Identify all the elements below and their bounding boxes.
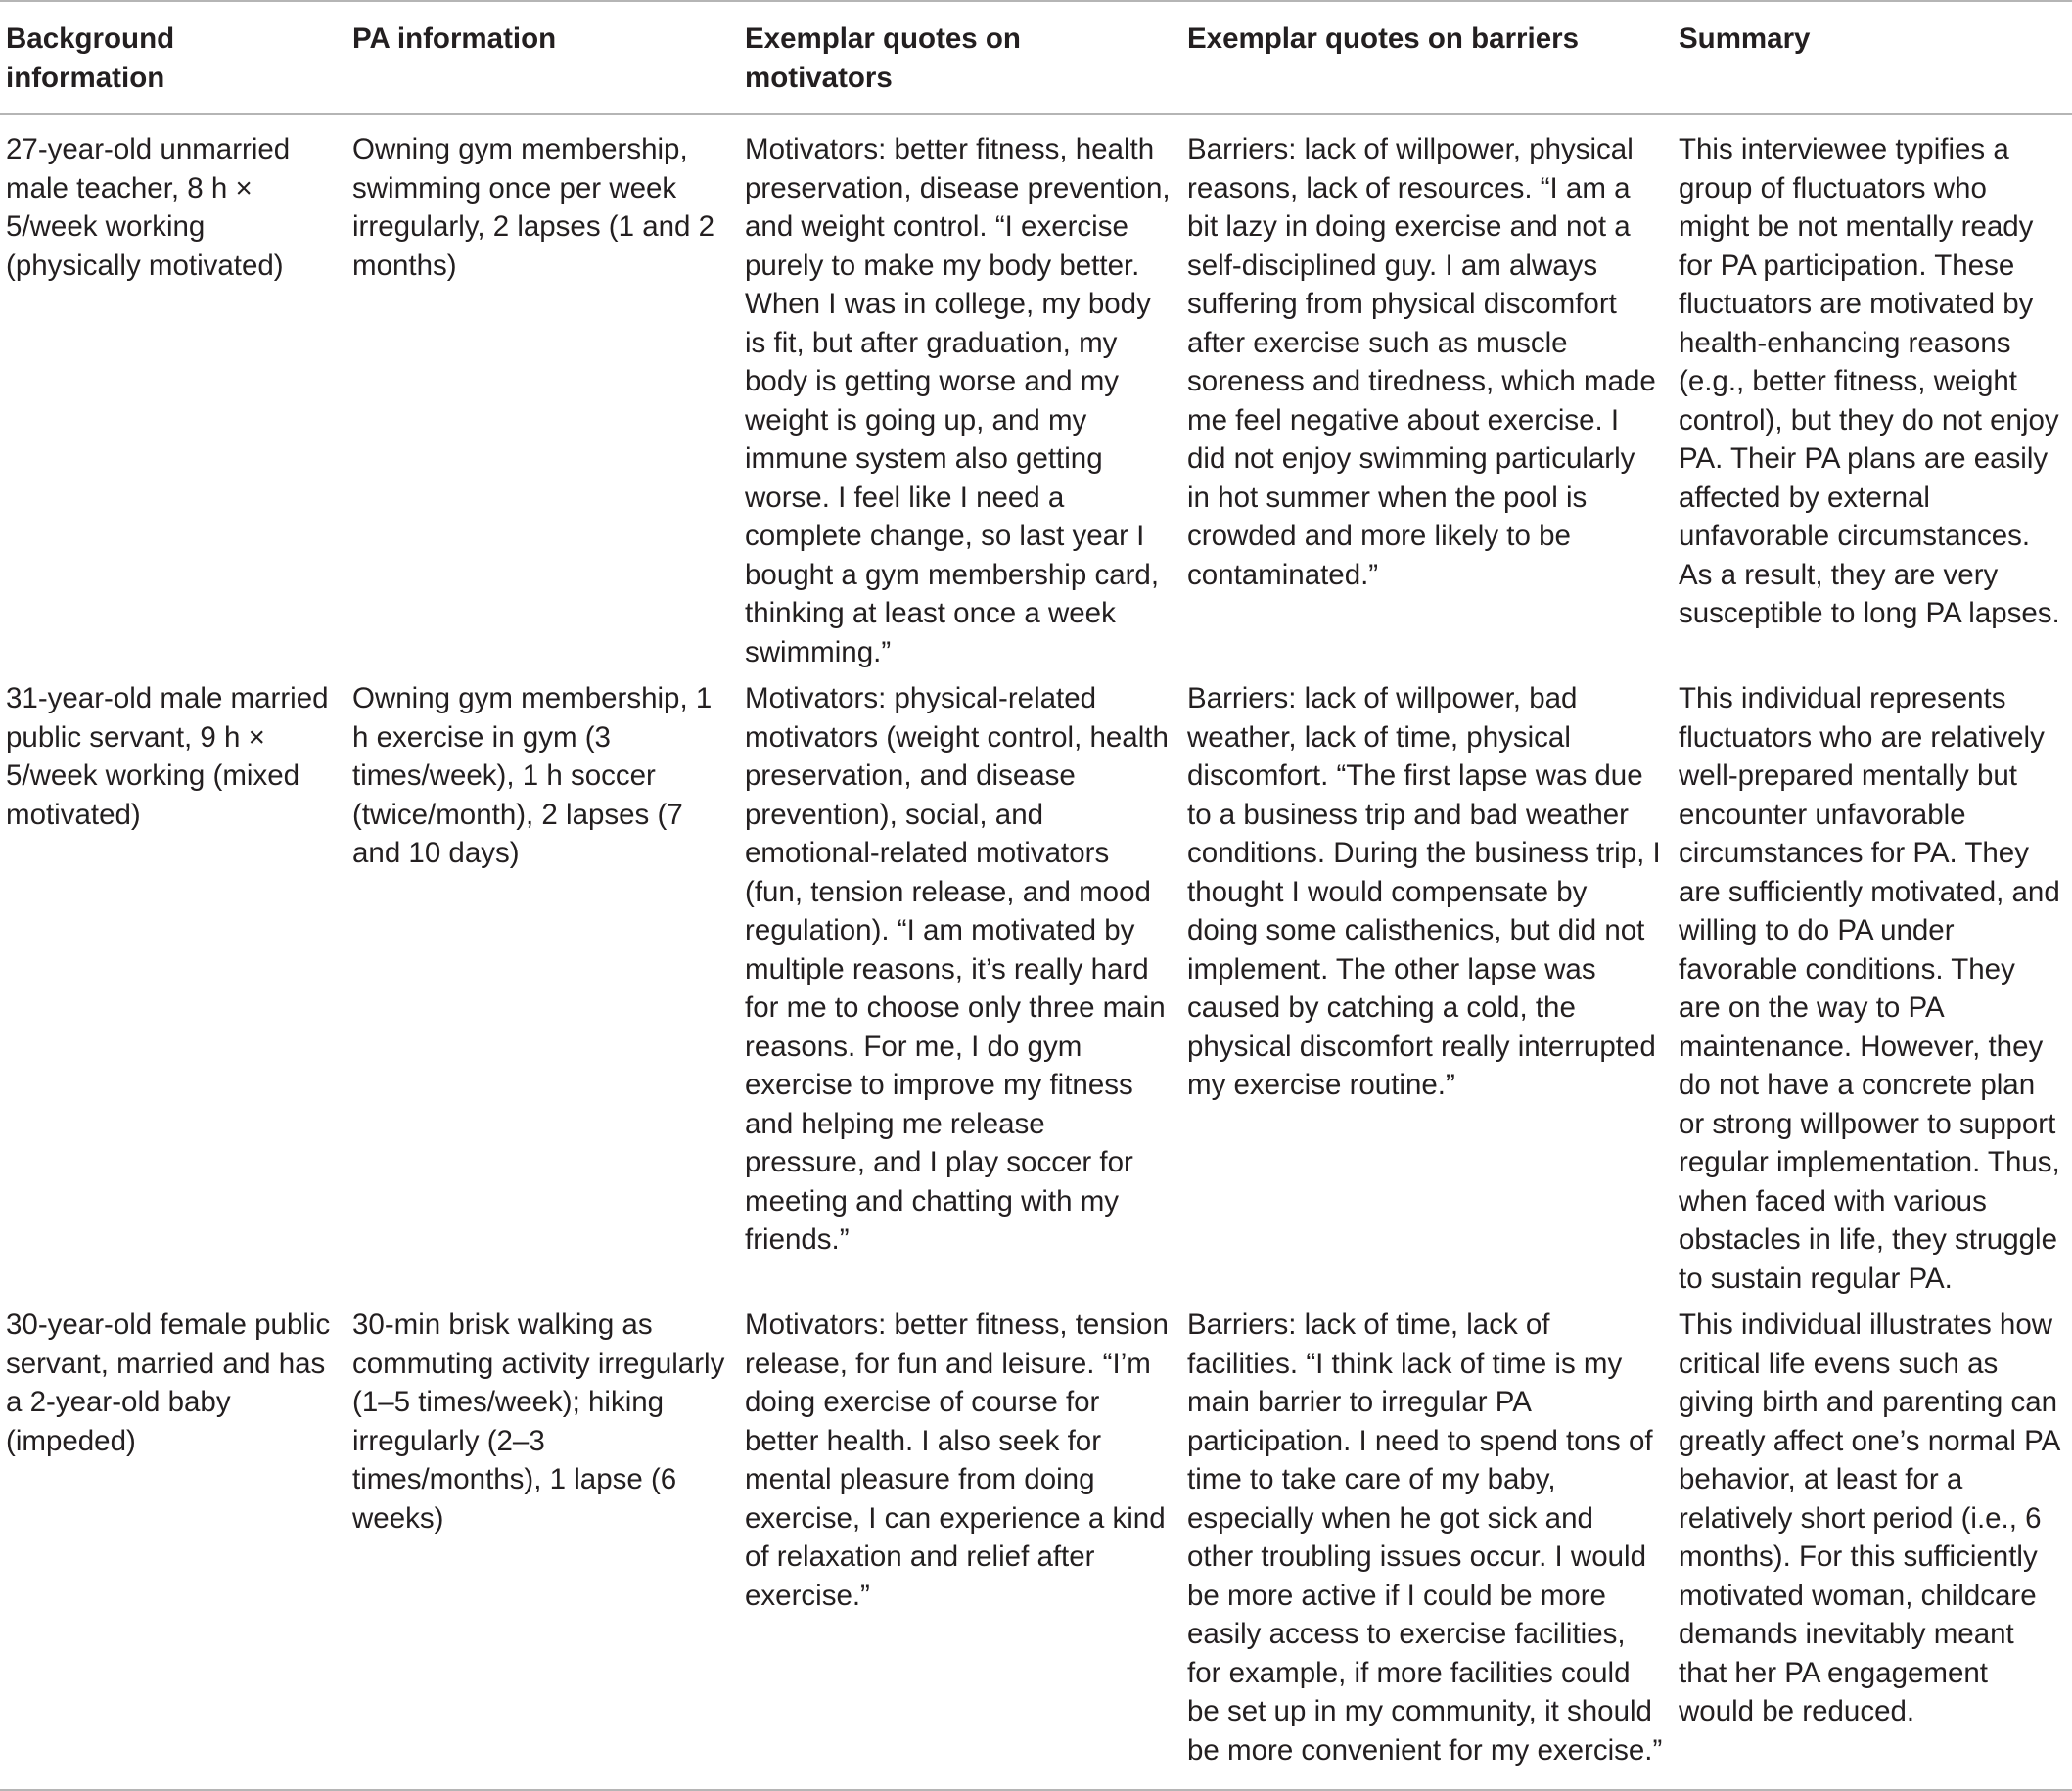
column-header-background: Background information	[6, 23, 175, 94]
summary-cell: This interviewee typifies a group of fluctuators who might be not mentally ready for PA participation. These fluctuators are motivated by health-enhancing reasons (e.g., better fitness, weight control), but they do not enjoy PA. Their PA plans are easily affected by external unfavorable circumstances. As a result, they are very susceptible to long PA lapses.	[1679, 133, 2060, 629]
motivators-cell: Motivators: better fitness, health preservation, disease prevention, and weight control. “I exercise purely to make my body better. When I was in college, my body is fit, but after graduation, my body is getting worse and my weight is going up, and my immune system also getting worse. I feel like I need a complete change, so last year I bought a gym membership card, thinking at least once a week swimming.”	[745, 133, 1171, 668]
column-header-summary: Summary	[1679, 23, 1811, 55]
column-header-pa-information: PA information	[352, 23, 557, 55]
summary-cell: This individual represents fluctuators who are relatively well-prepared mentally but encounter unfavorable circumstances for PA. They are sufficiently motivated, and willing to do PA under favorable conditions. They are on the way to PA maintenance. However, they do not have a concrete plan or strong willpower to support regular implementation. Thus, when faced with various obstacles in life, they struggle to sustain regular PA.	[1679, 682, 2060, 1295]
column-header-motivators: Exemplar quotes on motivators	[745, 23, 1021, 94]
pa-information-cell: 30-min brisk walking as commuting activity irregularly (1–5 times/week); hiking irregularly (2–3 times/months), 1 lapse (6 weeks)	[352, 1309, 725, 1535]
barriers-cell: Barriers: lack of time, lack of facilities. “I think lack of time is my main barrier to irregular PA participation. I need to spend tons of time to take care of my baby, especially when he got sick and other troubling issues occur. I would be more active if I could be more easily access to exercise facilities, for example, if more facilities could be set up in my community, it should be more convenient for my exercise.”	[1187, 1309, 1663, 1767]
barriers-cell: Barriers: lack of willpower, bad weather, lack of time, physical discomfort. “The first lapse was due to a business trip and bad weather conditions. During the business trip, I thought I would compensate by doing some calisthenics, but did not implement. The other lapse was caused by catching a cold, the physical discomfort really interrupted my exercise routine.”	[1187, 682, 1661, 1101]
table-row	[0, 1306, 2072, 1790]
table-header	[0, 1, 2072, 114]
table-row	[0, 114, 2072, 679]
column-header-barriers: Exemplar quotes on barriers	[1187, 23, 1580, 55]
table-body	[0, 114, 2072, 1790]
summary-cell: This individual illustrates how critical life evens such as giving birth and parenting can greatly affect one’s normal PA behavior, at least for a relatively short period (i.e., 6 months). For this sufficiently motivated woman, childcare demands inevitably meant that her PA engagement would be reduced.	[1679, 1309, 2059, 1727]
pa-information-cell: Owning gym membership, 1 h exercise in gym (3 times/week), 1 h soccer (twice/month), 2 lapses (7 and 10 days)	[352, 682, 713, 869]
pa-information-cell: Owning gym membership, swimming once per week irregularly, 2 lapses (1 and 2 months)	[352, 133, 715, 282]
background-cell: 31-year-old male married public servant, 9 h × 5/week working (mixed motivated)	[6, 682, 329, 831]
background-cell: 27-year-old unmarried male teacher, 8 h × 5/week working (physically motivated)	[6, 133, 291, 282]
motivators-cell: Motivators: better fitness, tension release, for fun and leisure. “I’m doing exercise of course for better health. I also seek for mental pleasure from doing exercise, I can experience a kind of relaxation and relief after exercise.”	[745, 1309, 1169, 1612]
background-cell: 30-year-old female public servant, married and has a 2-year-old baby (impeded)	[6, 1309, 331, 1457]
barriers-cell: Barriers: lack of willpower, physical reasons, lack of resources. “I am a bit lazy in doing exercise and not a self-disciplined guy. I am always suffering from physical discomfort after exercise such as muscle soreness and tiredness, which made me feel negative about exercise. I did not enjoy swimming particularly in hot summer when the pool is crowded and more likely to be contaminated.”	[1187, 133, 1656, 591]
table-row	[0, 679, 2072, 1306]
motivators-cell: Motivators: physical-related motivators (weight control, health preservation, and disease prevention), social, and emotional-related motivators (fun, tension release, and mood regulation). “I am motivated by multiple reasons, it’s really hard for me to choose only three main reasons. For me, I do gym exercise to improve my fitness and helping me release pressure, and I play soccer for meeting and chatting with my friends.”	[745, 682, 1169, 1256]
header-row	[0, 1, 2072, 114]
